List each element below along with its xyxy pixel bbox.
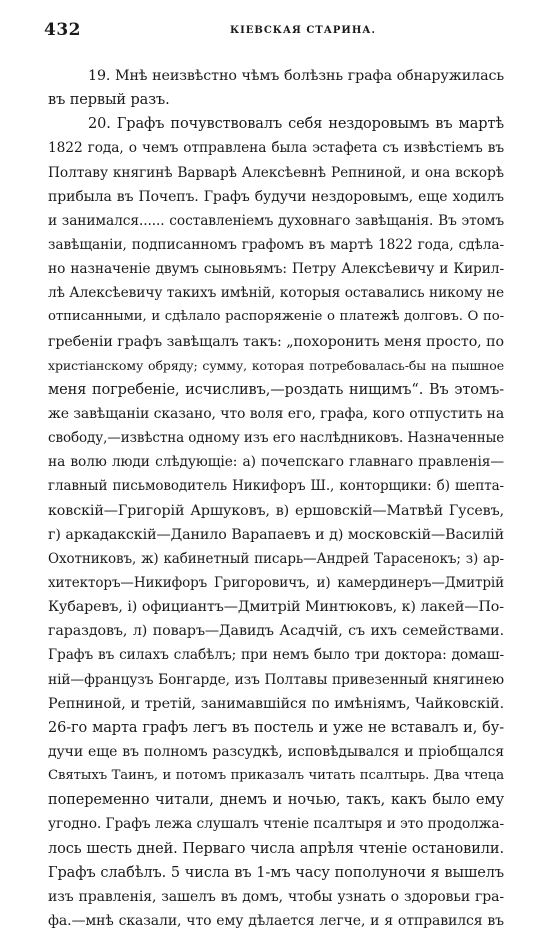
text-line: главный письмоводитель Никифоръ Ш., конторщики: б) шепта- (48, 478, 504, 495)
text-line: Кубаревъ, і) официантъ—Дмитрій Минтюковъ, к) лакей—По- (48, 599, 504, 616)
text-line: Графъ въ силахъ слабѣлъ; при немъ было три доктора: домаш- (48, 647, 504, 664)
text-line: христіанскому обряду; сумму, которая потребовалась-бы на пышное (48, 357, 504, 373)
text-line: лось шесть дней. Перваго числа апрѣля чтеніе остановили. (48, 840, 504, 857)
text-line: дучи еще въ полномъ разсудкѣ, исповѣдывался и пріобщался (48, 743, 504, 760)
text-line: и занимался...... составленіемъ духовнаго завѣщанія. Въ этомъ (48, 212, 504, 229)
text-line: же завѣщаніи сказано, что воля его, графа, кого отпустить на (48, 405, 505, 422)
page-header (44, 20, 504, 44)
text-line: завѣщаніи, подписанномъ графомъ въ мартѣ 1822 года, сдѣла- (48, 236, 504, 253)
text-line: Графъ слабѣлъ. 5 числа въ 1-мъ часу пополуночи я вышелъ (48, 864, 504, 881)
text-line: но назначеніе двумъ сыновьямъ: Петру Алексѣевичу и Кирил- (48, 261, 504, 278)
text-line: ковскій—Григорій Аршуковъ, в) ершовскій—Матвѣй Гусевъ, (48, 502, 504, 519)
body-text (48, 64, 504, 933)
text-line: 1822 года, о чемъ отправлена была эстафета съ извѣстіемъ въ (48, 140, 504, 157)
text-line: въ первый разъ. (48, 92, 170, 109)
text-line: Полтаву княгинѣ Варварѣ Алексѣевнѣ Репниной, и она вскорѣ (48, 164, 504, 181)
text-line: попеременно читали, днемъ и ночью, такъ, какъ было ему (48, 792, 504, 809)
text-line: меня погребеніе, исчисливъ,—роздать нищимъ“. Въ этомъ- (48, 381, 504, 398)
text-line: г) аркадакскій—Данило Варапаевъ и д) московскій—Василій (48, 526, 504, 543)
text-line: 26-го марта графъ легъ въ постель и уже не вставалъ и, бу- (48, 719, 504, 736)
text-line: отписанными, и сдѣлало распоряженіе о платежѣ долговъ. О по- (48, 309, 504, 325)
text-line: Репниной, и третій, занимавшійся по имѣніямъ, Чайковскій. (48, 695, 504, 712)
text-line: ній—французъ Бонгарде, изъ Полтавы привезенный княгинею (48, 671, 504, 688)
text-line: свободу,—извѣстна одному изъ его наслѣдниковъ. Назначенные (48, 430, 505, 447)
text-line: хитекторъ—Никифоръ Григоровичъ, и) камердинеръ—Дмитрій (48, 574, 504, 591)
page-number: 432 (44, 20, 81, 40)
text-line: 19. Мнѣ неизвѣстно чѣмъ болѣзнь графа обнаружилась (88, 68, 504, 84)
text-line: лѣ Алексѣевичу такихъ имѣній, которыя оставались никому не (48, 285, 504, 302)
text-line: гараздовъ, л) поваръ—Давидъ Асадчій, съ ихъ семействами. (48, 623, 504, 640)
text-line: прибыла въ Почепъ. Графъ будучи нездоровымъ, еще ходилъ (48, 188, 504, 205)
text-line: гребеніи графъ завѣщалъ такъ: „похоронить меня просто, по (48, 333, 504, 350)
running-title: КІЕВСКАЯ СТАРИНА. (230, 25, 376, 36)
text-line: на волю люди слѣдующіе: а) почепскаго главнаго правленія— (48, 454, 504, 471)
text-line: изъ правленія, зашелъ въ домъ, чтобы узнать о здоровьи гра- (48, 888, 504, 905)
text-line: Охотниковъ, ж) кабинетный писарь—Андрей Тарасенокъ; з) ар- (48, 550, 504, 567)
text-line: 20. Графъ почувствовалъ себя нездоровымъ въ мартѣ (88, 116, 504, 133)
text-line: угодно. Графъ лежа слушалъ чтеніе псалтыря и это продолжа- (48, 816, 504, 833)
text-line: Святыхъ Таинъ, и потомъ приказалъ читать псалтырь. Два чтеца (48, 768, 504, 784)
text-line: фа.—мнѣ сказали, что ему дѣлается легче, и я отправился въ (48, 912, 504, 929)
